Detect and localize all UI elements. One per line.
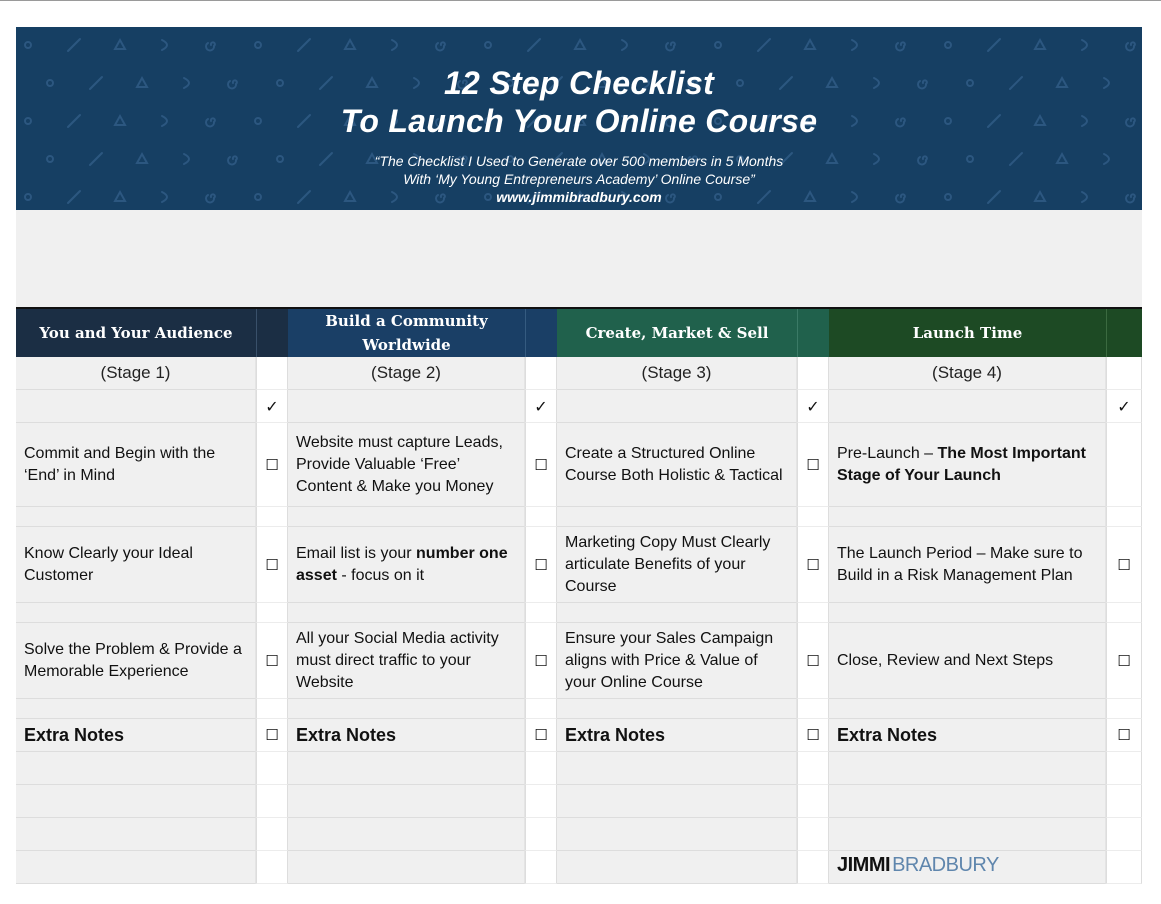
notes-line[interactable] bbox=[557, 818, 797, 851]
header-spacer bbox=[525, 309, 557, 357]
extra-notes-label: Extra Notes bbox=[16, 719, 256, 752]
notes-line[interactable] bbox=[288, 818, 525, 851]
brand-logo: JIMMI BRADBURY bbox=[829, 851, 1106, 884]
checkbox[interactable]: ☐ bbox=[797, 423, 829, 507]
checkmark-icon: ✓ bbox=[1106, 390, 1142, 423]
notes-line[interactable] bbox=[288, 785, 525, 818]
extra-notes-label: Extra Notes bbox=[829, 719, 1106, 752]
notes-line[interactable] bbox=[557, 752, 797, 785]
subtitle-line2: With ‘My Young Entrepreneurs Academy’ Online Course” bbox=[403, 171, 755, 187]
step-item: Pre-Launch – The Most Important Stage of Your Launch bbox=[829, 423, 1106, 507]
step-item: Create a Structured Online Course Both Holistic & Tactical bbox=[557, 423, 797, 507]
notes-line[interactable] bbox=[829, 752, 1106, 785]
header-spacer bbox=[1106, 309, 1142, 357]
extra-notes-label: Extra Notes bbox=[288, 719, 525, 752]
stage-label: (Stage 2) bbox=[288, 357, 525, 390]
notes-line[interactable] bbox=[288, 851, 525, 884]
subtitle-line1: “The Checklist I Used to Generate over 500 members in 5 Months bbox=[374, 153, 784, 169]
spacer-band bbox=[16, 210, 1142, 307]
checkmark-icon: ✓ bbox=[256, 390, 288, 423]
checkbox[interactable]: ☐ bbox=[256, 623, 288, 699]
step-item: Commit and Begin with the ‘End’ in Mind bbox=[16, 423, 256, 507]
checkbox[interactable]: ☐ bbox=[256, 719, 288, 752]
checkbox[interactable]: ☐ bbox=[525, 623, 557, 699]
checkmark-icon: ✓ bbox=[525, 390, 557, 423]
column-header-stage1: You and Your Audience bbox=[16, 309, 256, 357]
step-item: Website must capture Leads, Provide Valuable ‘Free’ Content & Make you Money bbox=[288, 423, 525, 507]
column-header-stage4: Launch Time bbox=[829, 309, 1106, 357]
page-title-line2: To Launch Your Online Course bbox=[340, 103, 818, 139]
column-header-stage3: Create, Market & Sell bbox=[557, 309, 797, 357]
website-link[interactable]: www.jimmibradbury.com bbox=[496, 189, 662, 205]
header-spacer bbox=[256, 309, 288, 357]
checkbox[interactable]: ☐ bbox=[1106, 719, 1142, 752]
notes-line[interactable] bbox=[829, 785, 1106, 818]
checkbox[interactable]: ☐ bbox=[797, 527, 829, 603]
stage-label: (Stage 1) bbox=[16, 357, 256, 390]
header-spacer bbox=[797, 309, 829, 357]
notes-line[interactable] bbox=[829, 818, 1106, 851]
notes-line[interactable] bbox=[16, 752, 256, 785]
checkbox[interactable]: ☐ bbox=[797, 623, 829, 699]
step-item: Solve the Problem & Provide a Memorable Experience bbox=[16, 623, 256, 699]
step-item: The Launch Period – Make sure to Build in a Risk Management Plan bbox=[829, 527, 1106, 603]
notes-line[interactable] bbox=[557, 785, 797, 818]
step-item: Ensure your Sales Campaign aligns with Price & Value of your Online Course bbox=[557, 623, 797, 699]
top-border bbox=[0, 0, 1161, 1]
checkbox[interactable]: ☐ bbox=[797, 719, 829, 752]
notes-line[interactable] bbox=[16, 818, 256, 851]
checkbox[interactable]: ☐ bbox=[256, 527, 288, 603]
header-banner bbox=[16, 27, 1142, 210]
checklist-table bbox=[16, 309, 1142, 884]
step-item: Know Clearly your Ideal Customer bbox=[16, 527, 256, 603]
checkmark-icon: ✓ bbox=[797, 390, 829, 423]
notes-line[interactable] bbox=[557, 851, 797, 884]
notes-line[interactable] bbox=[16, 851, 256, 884]
checkbox[interactable]: ☐ bbox=[525, 423, 557, 507]
notes-line[interactable] bbox=[16, 785, 256, 818]
page-title-line1: 12 Step Checklist bbox=[443, 65, 715, 101]
step-item: Marketing Copy Must Clearly articulate Benefits of your Course bbox=[557, 527, 797, 603]
checkbox[interactable]: ☐ bbox=[525, 719, 557, 752]
stage-label: (Stage 3) bbox=[557, 357, 797, 390]
checkbox[interactable]: ☐ bbox=[1106, 623, 1142, 699]
column-header-stage2: Build a Community Worldwide bbox=[288, 309, 525, 357]
step-item: All your Social Media activity must direct traffic to your Website bbox=[288, 623, 525, 699]
stage-label: (Stage 4) bbox=[829, 357, 1106, 390]
extra-notes-label: Extra Notes bbox=[557, 719, 797, 752]
checkbox[interactable]: ☐ bbox=[256, 423, 288, 507]
step-item: Close, Review and Next Steps bbox=[829, 623, 1106, 699]
checkbox[interactable]: ☐ bbox=[1106, 527, 1142, 603]
checkbox[interactable]: ☐ bbox=[525, 527, 557, 603]
notes-line[interactable] bbox=[288, 752, 525, 785]
step-item: Email list is your number one asset - focus on it bbox=[288, 527, 525, 603]
